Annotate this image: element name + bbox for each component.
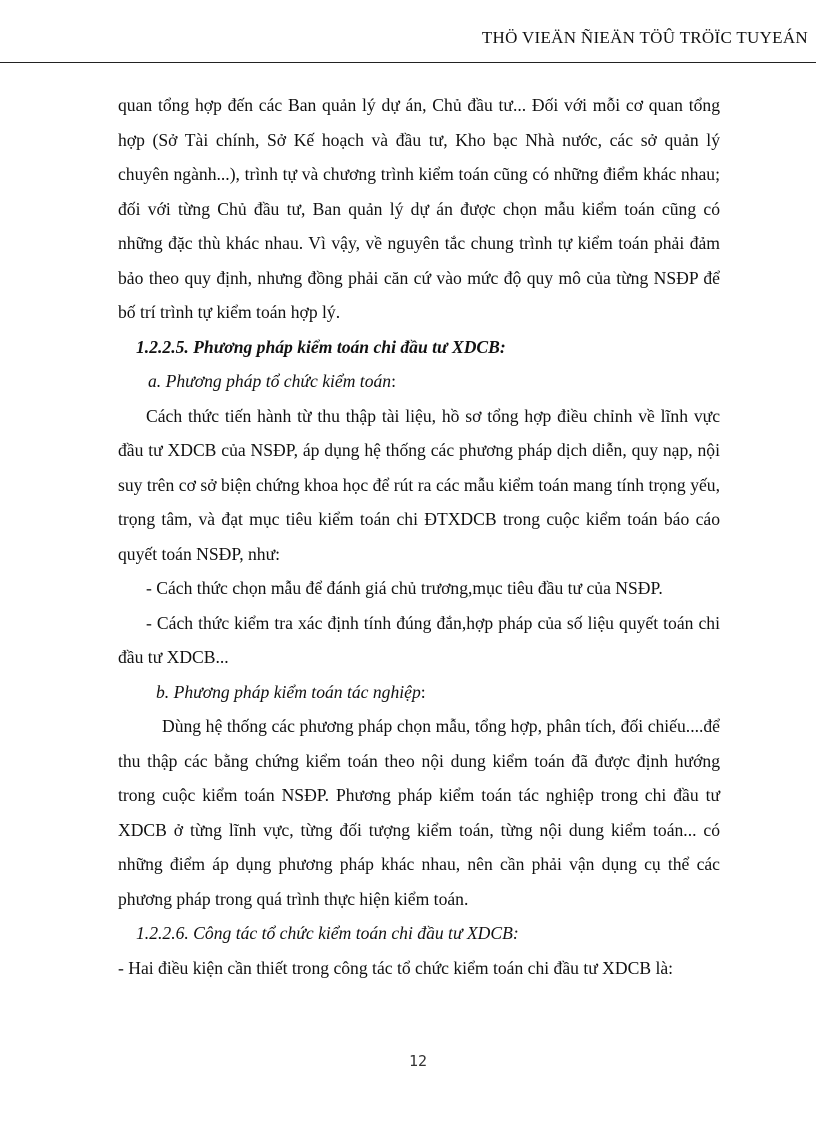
subheading-b-text: b. Phương pháp kiểm toán tác nghiệp: [156, 681, 421, 702]
section-heading-1-2-2-5: 1.2.2.5. Phương pháp kiểm toán chi đầu tư XDCB:: [136, 336, 506, 357]
page-number: 12: [408, 1052, 428, 1070]
header-rule: [0, 62, 816, 63]
page-body: [118, 88, 720, 985]
bullet-verification: - Cách thức kiểm tra xác định tính đúng đắn,hợp pháp của số liệu quyết toán chi đầu tư XDCB...: [118, 612, 720, 667]
subheading-a-colon: :: [391, 371, 396, 391]
running-header: THÖ VIEÄN ÑIEÄN TÖÛ TRÖÏC TUYEÁN: [481, 28, 808, 47]
bullet-two-conditions: - Hai điều kiện cần thiết trong công tác tổ chức kiểm toán chi đầu tư XDCB là:: [118, 957, 674, 978]
paragraph-operational-method: Dùng hệ thống các phương pháp chọn mẫu, tổng hợp, phân tích, đối chiếu....để thu thập các bằng chứng kiểm toán theo nội dung kiểm toán đã được định hướng trong cuộc kiểm toán NSĐP. Phương pháp kiểm toán tác nghiệp trong chi đầu tư XDCB ở từng lĩnh vực, từng đối tượng kiểm toán, từng nội dung kiểm toán... có những điểm áp dụng phương pháp khác nhau, nên cần phải vận dụng cụ thể các phương pháp trong quá trình thực hiện kiểm toán.: [118, 716, 720, 909]
section-heading-1-2-2-6: 1.2.2.6. Công tác tổ chức kiểm toán chi đầu tư XDCB:: [136, 923, 519, 943]
paragraph-method-organization: Cách thức tiến hành từ thu thập tài liệu, hồ sơ tổng hợp điều chỉnh về lĩnh vực đầu tư XDCB của NSĐP, áp dụng hệ thống các phương pháp dịch diễn, quy nạp, nội suy trên cơ sở biện chứng khoa học để rút ra các mẫu kiểm toán mang tính trọng yếu, trọng tâm, và đạt mục tiêu kiểm toán chi ĐTXDCB trong cuộc kiểm toán báo cáo quyết toán NSĐP, như:: [118, 405, 720, 564]
subheading-b-colon: :: [420, 681, 426, 702]
paragraph-intro: quan tổng hợp đến các Ban quản lý dự án, Chủ đầu tư... Đối với mỗi cơ quan tổng hợp (Sở Tài chính, Sở Kế hoạch và đầu tư, Kho bạc Nhà nước, các sở quản lý chuyên ngành...), trình tự và chương trình kiểm toán cũng có những điểm khác nhau; đối với từng Chủ đầu tư, Ban quản lý dự án được chọn mẫu kiểm toán cũng có những đặc thù khác nhau. Vì vậy, về nguyên tắc chung trình tự kiểm toán phải đảm bảo theo quy định, nhưng đồng phải căn cứ vào mức độ quy mô của từng NSĐP để bố trí trình tự kiểm toán hợp lý.: [118, 95, 720, 322]
subheading-a: [118, 364, 720, 399]
subheading-a-text: a. Phương pháp tổ chức kiểm toán: [148, 371, 392, 391]
subheading-b: [118, 675, 720, 710]
bullet-sampling: - Cách thức chọn mẫu để đánh giá chủ trương,mục tiêu đầu tư của NSĐP.: [146, 578, 663, 598]
